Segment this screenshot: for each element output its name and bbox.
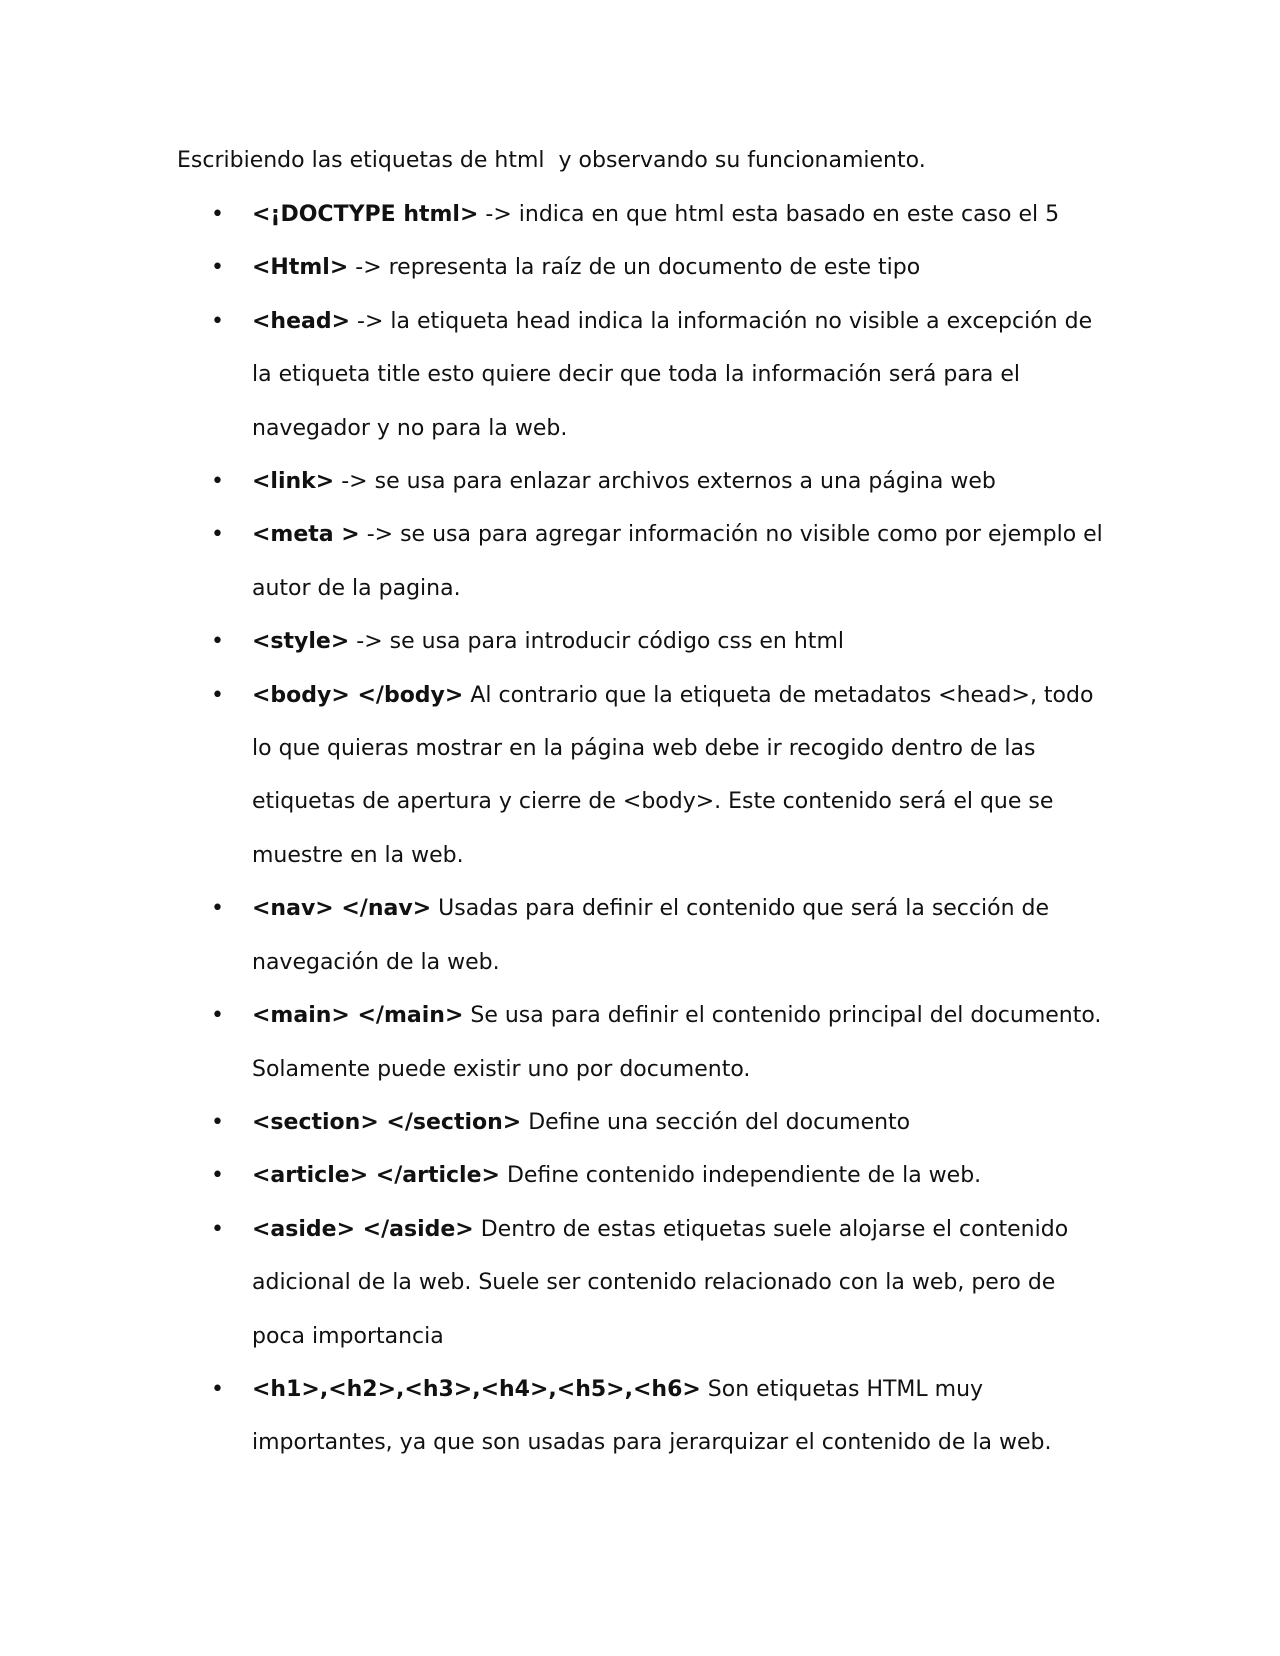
list-item <box>177 1096 1107 1149</box>
bullet-icon: • <box>211 1216 224 1242</box>
bullet-icon: • <box>211 308 224 334</box>
tag-description: -> representa la raíz de un documento de este tipo <box>348 255 921 281</box>
list-item <box>177 241 1107 294</box>
list-item <box>177 455 1107 508</box>
tag-description: -> se usa para enlazar archivos externos a una página web <box>334 469 996 495</box>
bullet-icon: • <box>211 682 224 708</box>
list-item <box>177 1203 1107 1363</box>
document-body <box>177 143 1107 1470</box>
bullet-icon: • <box>211 896 224 922</box>
bullet-icon: • <box>211 1003 224 1029</box>
tag-name: <body> </body> <box>252 682 464 708</box>
tag-description: Define una sección del documento <box>521 1109 911 1135</box>
tag-description: Son etiquetas HTML muy importantes, ya que son usadas para jerarquizar el contenido de la web. <box>252 1376 1052 1456</box>
tag-description: -> la etiqueta head indica la información no visible a excepción de la etiqueta title esto quiere decir que toda la información será para el navegador y no para la web. <box>252 308 1093 441</box>
tag-name: <main> </main> <box>252 1003 464 1029</box>
tag-name: <aside> </aside> <box>252 1216 474 1242</box>
list-item <box>177 989 1107 1096</box>
list-item <box>177 882 1107 989</box>
tag-description: Define contenido independiente de la web. <box>499 1163 982 1189</box>
list-item <box>177 508 1107 615</box>
list-item <box>177 295 1107 455</box>
tag-name: <style> <box>252 629 350 655</box>
tag-name: <head> <box>252 308 351 334</box>
tag-name: <article> </article> <box>252 1163 500 1189</box>
tag-name: <h1>,<h2>,<h3>,<h4>,<h5>,<h6> <box>252 1376 701 1402</box>
list-item <box>177 1149 1107 1202</box>
tag-name: <nav> </nav> <box>252 896 432 922</box>
bullet-icon: • <box>211 1376 224 1402</box>
list-item <box>177 669 1107 883</box>
list-item <box>177 1363 1107 1470</box>
bullet-icon: • <box>211 1163 224 1189</box>
tag-name: <meta > <box>252 522 360 548</box>
list-item <box>177 615 1107 668</box>
bullet-icon: • <box>211 202 224 227</box>
tag-description: -> indica en que html esta basado en este caso el 5 <box>478 202 1060 227</box>
bullet-icon: • <box>211 255 224 281</box>
tag-description: Dentro de estas etiquetas suele alojarse el contenido adicional de la web. Suele ser contenido relacionado con la web, pero de poca importancia <box>252 1216 1069 1349</box>
tag-name: <section> </section> <box>252 1109 522 1135</box>
tag-name: <link> <box>252 469 335 495</box>
intro-paragraph: Escribiendo las etiquetas de html y observando su funcionamiento. <box>177 148 926 173</box>
bullet-icon: • <box>211 1109 224 1135</box>
tag-description: Usadas para definir el contenido que será la sección de navegación de la web. <box>252 896 1050 975</box>
tag-description: Al contrario que la etiqueta de metadatos <head>, todo lo que quieras mostrar en la página web debe ir recogido dentro de las etiquetas de apertura y cierre de <body>. Este contenido será el que se muestre en la web. <box>252 682 1094 868</box>
tag-list <box>177 188 1107 1470</box>
bullet-icon: • <box>211 469 224 495</box>
tag-description: Se usa para definir el contenido principal del documento. Solamente puede existir uno por documento. <box>252 1003 1102 1082</box>
list-item <box>177 188 1107 241</box>
tag-description: -> se usa para introducir código css en html <box>349 629 844 655</box>
tag-name: <Html> <box>252 255 349 281</box>
tag-name: <¡DOCTYPE html> <box>252 202 479 227</box>
bullet-icon: • <box>211 522 224 548</box>
tag-description: -> se usa para agregar información no visible como por ejemplo el autor de la pagina. <box>252 522 1103 601</box>
bullet-icon: • <box>211 629 224 655</box>
